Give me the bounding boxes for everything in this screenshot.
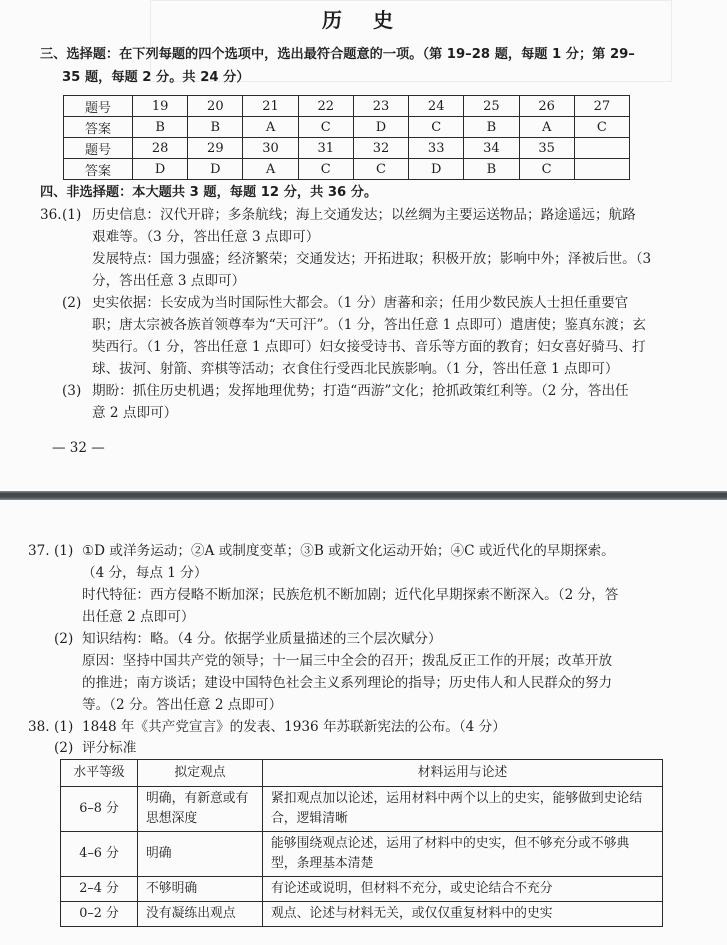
q37-p1-text: ①D 或洋务运动；②A 或制度变革；③B 或新文化运动开始；④C 或近代化的早期探索。 [82,543,615,559]
q38-p2-label: (2) [54,740,74,756]
q37-p2-text: 的推进；南方谈话；建设中国特色社会主义系列理论的指导；历史伟人和人民群众的努力 [82,675,613,691]
level-cell: 2–4 分 [61,877,138,902]
q36-p3-text: 意 2 点即可） [92,405,178,421]
header-level: 水平等级 [61,760,138,787]
cell: 19 [133,96,188,117]
cell: C [298,117,353,138]
cell: 23 [353,96,408,117]
q37-p2-text: 知识结构：略。（4 分。依据学业质量描述的三个层次赋分） [82,631,442,647]
section3-heading-cont: 35 题，每题 2 分。共 24 分） [62,70,250,85]
cell: B [133,117,188,138]
cell: 30 [243,138,298,159]
cell [574,159,629,180]
q36-number: 36. [40,207,62,223]
q36-p2-text: 职；唐太宗被各族首领尊奉为“天可汗”。（1 分，答出任意 1 点即可）遣唐使；鉴真东渡；玄 [92,317,646,333]
q38-p1-label: (1) [54,719,74,735]
cell: D [188,159,243,180]
table-header-row [61,760,663,787]
level-cell: 6–8 分 [61,787,138,832]
q36-p3-label: (3) [62,383,82,399]
cell: 24 [409,96,464,117]
argument-cell: 能够围绕观点论述，运用了材料中的史实，但不够充分或不够典型，条理基本清楚 [263,832,663,877]
q38-p1-text: 1848 年《共产党宣言》的发表、1936 年苏联新宪法的公布。（4 分） [82,719,506,735]
cell: 28 [133,138,188,159]
q37-p1-text: 时代特征：西方侵略不断加深；民族危机不断加剧；近代化早期探索不断深入。（2 分，答 [82,587,619,603]
cell: A [519,117,574,138]
cell: 34 [464,138,519,159]
cell: 33 [409,138,464,159]
cell: 26 [519,96,574,117]
cell: B [188,117,243,138]
view-cell: 明确 [138,832,263,877]
table-row [64,117,630,138]
q36-p1-label: (1) [62,207,82,223]
cell: B [464,159,519,180]
header-view: 拟定观点 [138,760,263,787]
cell: D [133,159,188,180]
q36-p1-text: 分，答出任意 3 点即可） [92,273,246,289]
q37-p1-text: 出任意 2 点即可） [82,609,195,625]
cell: D [409,159,464,180]
q37-p1-text: （4 分，每点 1 分） [82,565,208,581]
view-cell: 没有凝练出观点 [138,902,263,927]
q36-p2-text: 史实依据：长安成为当时国际性大都会。（1 分）唐蕃和亲；任用少数民族人士担任重要官 [92,295,629,311]
cell: A [243,117,298,138]
q36-p2-text: 奘西行。（1 分，答出任意 1 点即可）妇女接受诗书、音乐等方面的教育；妇女喜好骑马、打 [92,339,646,355]
row-label: 题号 [64,96,133,117]
header-argument: 材料运用与论述 [263,760,663,787]
cell: 27 [574,96,629,117]
cell: 21 [243,96,298,117]
level-cell: 4–6 分 [61,832,138,877]
q36-p1-text: 历史信息：汉代开辟；多条航线；海上交通发达；以丝绸为主要运送物品；路途遥远；航路 [92,207,636,223]
q38-number: 38. [28,719,50,735]
section4-heading: 四、非选择题：本大题共 3 题，每题 12 分，共 36 分。 [40,185,378,200]
cell: C [353,159,408,180]
cell: 32 [353,138,408,159]
table-row [61,787,663,832]
cell: D [353,117,408,138]
cell: C [298,159,353,180]
cell: 20 [188,96,243,117]
cell: C [519,159,574,180]
cell: 29 [188,138,243,159]
q37-number: 37. [28,543,50,559]
q36-p2-text: 球、拔河、射箭、弈棋等活动；衣食住行受西北民族影响。（1 分，答出任意 1 点即可） [92,361,619,377]
table-row [61,902,663,927]
table-row [64,96,630,117]
q37-p2-label: (2) [54,631,74,647]
view-cell: 不够明确 [138,877,263,902]
q38-p2-text: 评分标准 [82,740,137,756]
cell: A [243,159,298,180]
row-label: 题号 [64,138,133,159]
view-cell: 明确，有新意或有思想深度 [138,787,263,832]
argument-cell: 有论述或说明，但材料不充分，或史论结合不充分 [263,877,663,902]
page-separator [0,491,727,500]
cell: C [409,117,464,138]
q36-p1-text: 发展特点：国力强盛；经济繁荣；交通发达；开拓进取；积极开放；影响中外；泽被后世。（3 [92,251,652,267]
argument-cell: 观点、论述与材料无关，或仅仅重复材料中的史实 [263,902,663,927]
answer-table [63,95,630,180]
q37-p2-text: 原因：坚持中国共产党的领导；十一届三中全会的召开；拨乱反正工作的开展；改革开放 [82,653,613,669]
grading-table [60,759,663,927]
argument-cell: 紧扣观点加以论述，运用材料中两个以上的史实，能够做到史论结合，逻辑清晰 [263,787,663,832]
table-row [64,159,630,180]
table-row [61,877,663,902]
page-title: 历 史 [322,8,405,32]
section3-heading: 三、选择题：在下列每题的四个选项中，选出最符合题意的一项。（第 19–28 题，每题 1 分；第 29– [40,47,635,62]
q36-p3-text: 期盼：抓住历史机遇；发挥地理优势；打造“西游”文化；抢抓政策红利等。（2 分，答出任 [92,383,629,399]
page-number: — 32 — [52,440,105,456]
q37-p2-text: 等。（2 分。答出任意 2 点即可） [82,697,283,713]
cell: 25 [464,96,519,117]
q36-p1-text: 艰难等。（3 分，答出任意 3 点即可） [92,229,320,245]
cell: 35 [519,138,574,159]
table-row [61,832,663,877]
cell: 31 [298,138,353,159]
level-cell: 0–2 分 [61,902,138,927]
q36-p2-label: (2) [62,295,82,311]
table-row [64,138,630,159]
cell [574,138,629,159]
cell: B [464,117,519,138]
cell: C [574,117,629,138]
row-label: 答案 [64,117,133,138]
q37-p1-label: (1) [54,543,74,559]
row-label: 答案 [64,159,133,180]
cell: 22 [298,96,353,117]
